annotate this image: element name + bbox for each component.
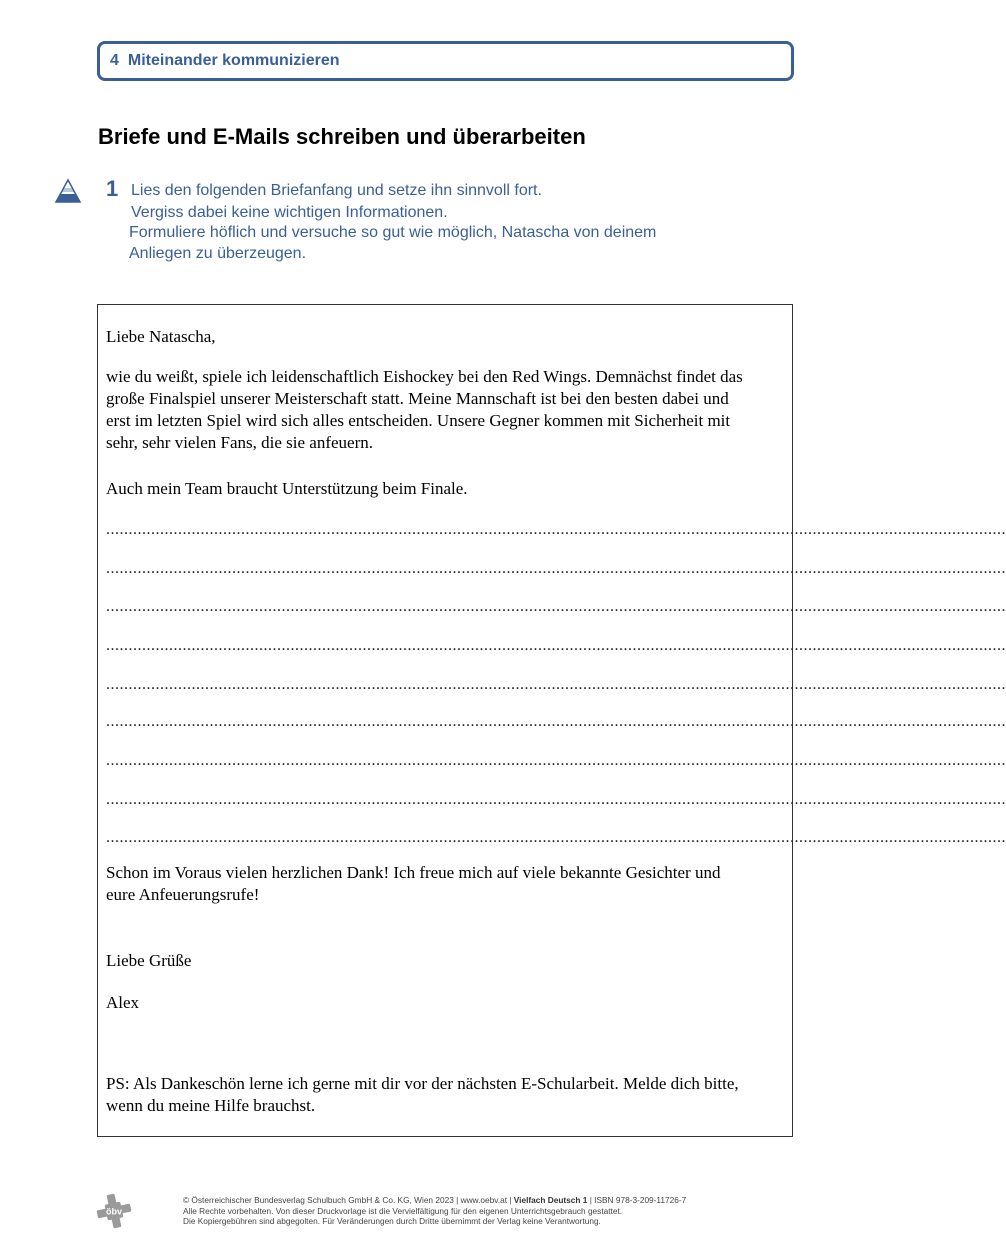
task-instruction-line: Lies den folgenden Briefanfang und setze ihn sinnvoll fort. xyxy=(131,182,542,199)
footer-line-2: Alle Rechte vorbehalten. Von dieser Druckvorlage ist die Vervielfältigung für den eigenen Unterrichtsgebrauch gestattet. xyxy=(183,1205,623,1216)
letter-greeting: Liebe Grüße xyxy=(106,951,192,970)
answer-line[interactable]: ........................................................................................................................................................................................................ xyxy=(106,560,1006,577)
letter-ps-line: wenn du meine Hilfe brauchst. xyxy=(106,1096,316,1115)
letter-paragraph-line: sehr, sehr vielen Fans, die sie anfeuern. xyxy=(106,433,373,452)
footer-book-title: Vielfach Deutsch 1 xyxy=(513,1195,588,1205)
letter-paragraph-line: große Finalspiel unserer Meisterschaft statt. Meine Mannschaft ist bei den besten dabei und xyxy=(106,389,729,408)
publisher-logo-text: öbv xyxy=(105,1206,123,1217)
letter-signature: Alex xyxy=(106,993,140,1012)
letter-paragraph-2: Auch mein Team braucht Unterstützung beim Finale. xyxy=(106,479,468,498)
letter-closing-line: eure Anfeuerungsrufe! xyxy=(106,885,260,904)
answer-line[interactable]: ........................................................................................................................................................................................................ xyxy=(106,829,1006,846)
letter-paragraph-line: wie du weißt, spiele ich leidenschaftlich Eishockey bei den Red Wings. Demnächst findet das xyxy=(106,367,743,386)
task-instruction-line: Formuliere höflich und versuche so gut wie möglich, Natascha von deinem xyxy=(129,224,657,241)
task-number: 1 xyxy=(106,176,119,201)
footer-line-1 xyxy=(183,1195,686,1206)
publisher-logo-icon xyxy=(96,1193,132,1229)
chapter-title: Miteinander kommunizieren xyxy=(127,52,340,69)
task-instruction-line: Anliegen zu überzeugen. xyxy=(129,245,307,262)
footer-line-3: Die Kopiergebühren sind abgegolten. Für Veränderungen durch Dritte übernimmt der Verlag keine Verantwortung. xyxy=(183,1216,601,1226)
task-instruction-line: Vergiss dabei keine wichtigen Informationen. xyxy=(131,204,448,221)
answer-line[interactable]: ........................................................................................................................................................................................................ xyxy=(106,713,1006,730)
answer-line[interactable]: ........................................................................................................................................................................................................ xyxy=(106,752,1006,769)
letter-paragraph-line: erst im letzten Spiel wird sich alles entscheiden. Unsere Gegner kommen mit Sicherheit mit xyxy=(106,411,731,430)
letter-ps-line: PS: Als Dankeschön lerne ich gerne mit dir vor der nächsten E-Schularbeit. Melde dich bitte, xyxy=(106,1074,739,1093)
footer-isbn: | ISBN 978-3-209-11726-7 xyxy=(587,1195,687,1205)
difficulty-level-icon xyxy=(55,179,81,203)
answer-line[interactable]: ........................................................................................................................................................................................................ xyxy=(106,791,1006,808)
answer-line[interactable]: ........................................................................................................................................................................................................ xyxy=(106,521,1006,538)
answer-line[interactable]: ........................................................................................................................................................................................................ xyxy=(106,637,1006,654)
footer-line-1-prefix: © Österreichischer Bundesverlag Schulbuch GmbH & Co. KG, Wien 2023 | www.oebv.at | xyxy=(183,1195,514,1205)
page-title: Briefe und E-Mails schreiben und überarbeiten xyxy=(98,124,586,149)
answer-line[interactable]: ........................................................................................................................................................................................................ xyxy=(106,676,1006,693)
letter-closing-line: Schon im Voraus vielen herzlichen Dank! Ich freue mich auf viele bekannte Gesichter und xyxy=(106,863,721,882)
chapter-number: 4 xyxy=(110,52,119,69)
footer-copyright xyxy=(183,1195,686,1227)
answer-line[interactable]: ........................................................................................................................................................................................................ xyxy=(106,598,1006,615)
letter-salutation: Liebe Natascha, xyxy=(106,327,216,346)
chapter-header xyxy=(97,41,794,81)
